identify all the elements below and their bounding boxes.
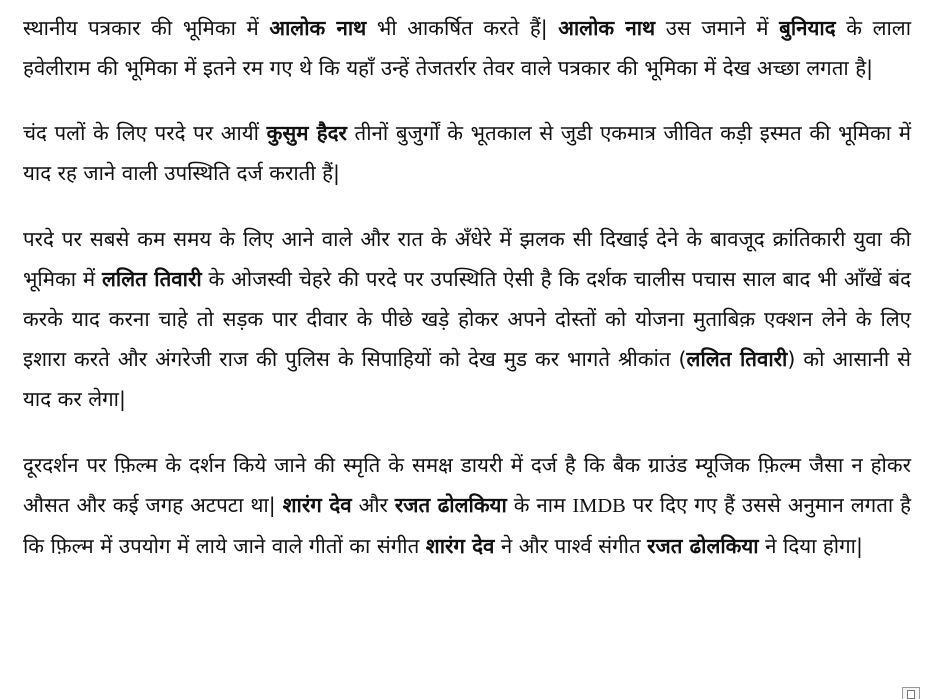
actor-name: कुसुम हैदर <box>266 121 347 145</box>
text-run: चंद पलों के लिए परदे पर आयीं <box>23 121 267 145</box>
composer-name: रजत ढोलकिया <box>647 534 759 558</box>
paragraph-kusum-haider <box>23 113 911 193</box>
text-run: उस जमाने में <box>655 16 780 40</box>
text-run: दूरदर्शन पर फ़िल्म के दर्शन किये जाने की स्मृति के समक्ष डायरी में दर्ज है कि बैक ग्राउंड म्यूजिक फ़िल्म जैसा न होकर औसत और कई जगह अटपटा था| <box>23 453 911 517</box>
actor-name: आलोक नाथ <box>269 16 367 40</box>
paste-options-icon[interactable] <box>902 687 920 699</box>
composer-name: शारंग देव <box>282 493 352 517</box>
paragraph-alok-nath <box>23 0 911 88</box>
text-run: ने दिया होगा| <box>758 534 863 558</box>
paragraph-music <box>23 445 911 566</box>
text-run: और <box>351 493 395 517</box>
text-run: ) को आसानी से याद कर लेगा| <box>23 347 912 411</box>
composer-name: शारंग देव <box>425 534 495 558</box>
text-run: परदे पर सबसे कम समय के लिए आने वाले और रात के अँधेरे में झलक सी दिखाई देने के बावजूद क्रांतिकारी युवा की भूमिका में <box>23 227 911 291</box>
document-body <box>23 0 911 566</box>
text-run: के लाला हवेलीराम की भूमिका में इतने रम गए थे कि यहाँ उन्हें तेजतर्रार तेवर वाले पत्रकार की भूमिका में देख अच्छा लगता है| <box>23 16 912 80</box>
composer-name: रजत ढोलकिया <box>394 493 507 517</box>
text-run: के नाम <box>506 493 573 517</box>
text-run: ने और पार्श्व संगीत <box>494 534 648 558</box>
actor-name: ललित तिवारी <box>686 347 788 371</box>
text-run: पर दिए गए हैं उससे अनुमान लगता है कि फ़िल्म में उपयोग में लाये जाने वाले गीतों का संगीत <box>23 493 912 558</box>
text-run: भी आकर्षित करते हैं| <box>366 16 559 40</box>
series-name: बुनियाद <box>779 16 836 40</box>
actor-name: ललित तिवारी <box>102 267 202 291</box>
text-run: तीनों बुजुर्गों के भूतकाल से जुडी एकमात्र जीवित कड़ी इस्मत की भूमिका में याद रह जाने वाली उपस्थिति दर्ज कराती हैं| <box>23 121 911 185</box>
actor-name: आलोक नाथ <box>558 16 656 40</box>
imdb-text: IMDB <box>572 495 626 517</box>
text-run: स्थानीय पत्रकार की भूमिका में <box>23 16 270 40</box>
text-run: के ओजस्वी चेहरे की परदे पर उपस्थिति ऐसी है कि दर्शक चालीस पचास साल बाद भी आँखें बंद करके याद करना चाहे तो सड़क पार दीवार के पीछे खड़े होकर अपने दोस्तों को योजना मुताबिक़ एक्शन लेने के लिए इशारा करते और अंगरेजी राज की पुलिस के सिपाहियों को देख मुड कर भागते श्रीकांत ( <box>23 267 912 371</box>
paragraph-lalit-tiwari <box>23 219 911 419</box>
